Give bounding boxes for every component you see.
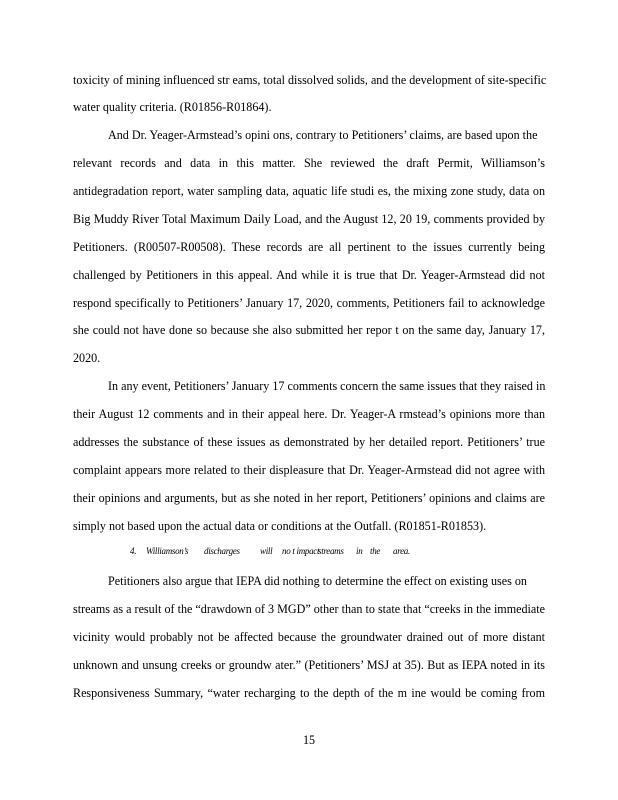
heading-word: no t impact [282, 546, 320, 556]
text-line: unknown and unsung creeks or groundw ater.” (Petitioners’ MSJ at 35). But as IEPA noted in its [73, 658, 545, 672]
heading-word: discharges [204, 546, 240, 556]
text-line: vicinity would probably not be affected because the groundwater drained out of more distant [73, 630, 545, 644]
heading-word: Williamson’s [146, 546, 189, 556]
text-line: addresses the substance of these issues as demonstrated by her detailed report. Petitioners’ true [73, 435, 545, 449]
section-heading [130, 544, 410, 558]
text-line: simply not based upon the actual data or conditions at the Outfall. (R01851-R01853). [73, 519, 487, 533]
text-line: water quality criteria. (R01856-R01864). [73, 100, 272, 114]
text-line: respond specifically to Petitioners’ January 17, 2020, comments, Petitioners fail to acknowledge [73, 296, 545, 310]
text-line: streams as a result of the “drawdown of 3 MGD” other than to state that “creeks in the immediate [73, 602, 545, 616]
heading-word: area. [393, 546, 410, 556]
text-line: Responsiveness Summary, “water recharging to the depth of the m ine would be coming from [73, 686, 545, 700]
heading-word: will [260, 546, 273, 556]
text-line: antidegradation report, water sampling data, aquatic life studi es, the mixing zone study, data on [73, 184, 545, 198]
text-line: complaint appears more related to their displeasure that Dr. Yeager-Armstead did not agree with [73, 463, 545, 477]
text-line: Petitioners. (R00507-R00508). These records are all pertinent to the issues currently being [73, 240, 545, 254]
heading-word: the [370, 546, 381, 556]
text-line: she could not have done so because she also submitted her repor t on the same day, January 17, [73, 323, 545, 337]
heading-word: 4. [130, 546, 137, 556]
text-line: challenged by Petitioners in this appeal. And while it is true that Dr. Yeager-Armstead did not [73, 268, 545, 282]
text-line: In any event, Petitioners’ January 17 comments concern the same issues that they raised in [108, 379, 546, 393]
text-line: toxicity of mining influenced str eams, total dissolved solids, and the development of site-specific [73, 73, 547, 87]
text-line: And Dr. Yeager-Armstead’s opini ons, contrary to Petitioners’ claims, are based upon the [108, 128, 538, 142]
heading-word: streams [318, 546, 344, 556]
text-line: Petitioners also argue that IEPA did nothing to determine the effect on existing uses on [108, 574, 527, 588]
text-line: Big Muddy River Total Maximum Daily Load, and the August 12, 20 19, comments provided by [73, 212, 545, 226]
page-number: 15 [302, 733, 316, 747]
text-line: their August 12 comments and in their appeal here. Dr. Yeager-A rmstead’s opinions more than [73, 407, 545, 421]
text-line: 2020. [73, 351, 101, 365]
text-line: relevant records and data in this matter. She reviewed the draft Permit, Williamson’s [73, 156, 545, 170]
heading-word: in [356, 546, 363, 556]
text-line: their opinions and arguments, but as she noted in her report, Petitioners’ opinions and claims are [73, 491, 545, 505]
